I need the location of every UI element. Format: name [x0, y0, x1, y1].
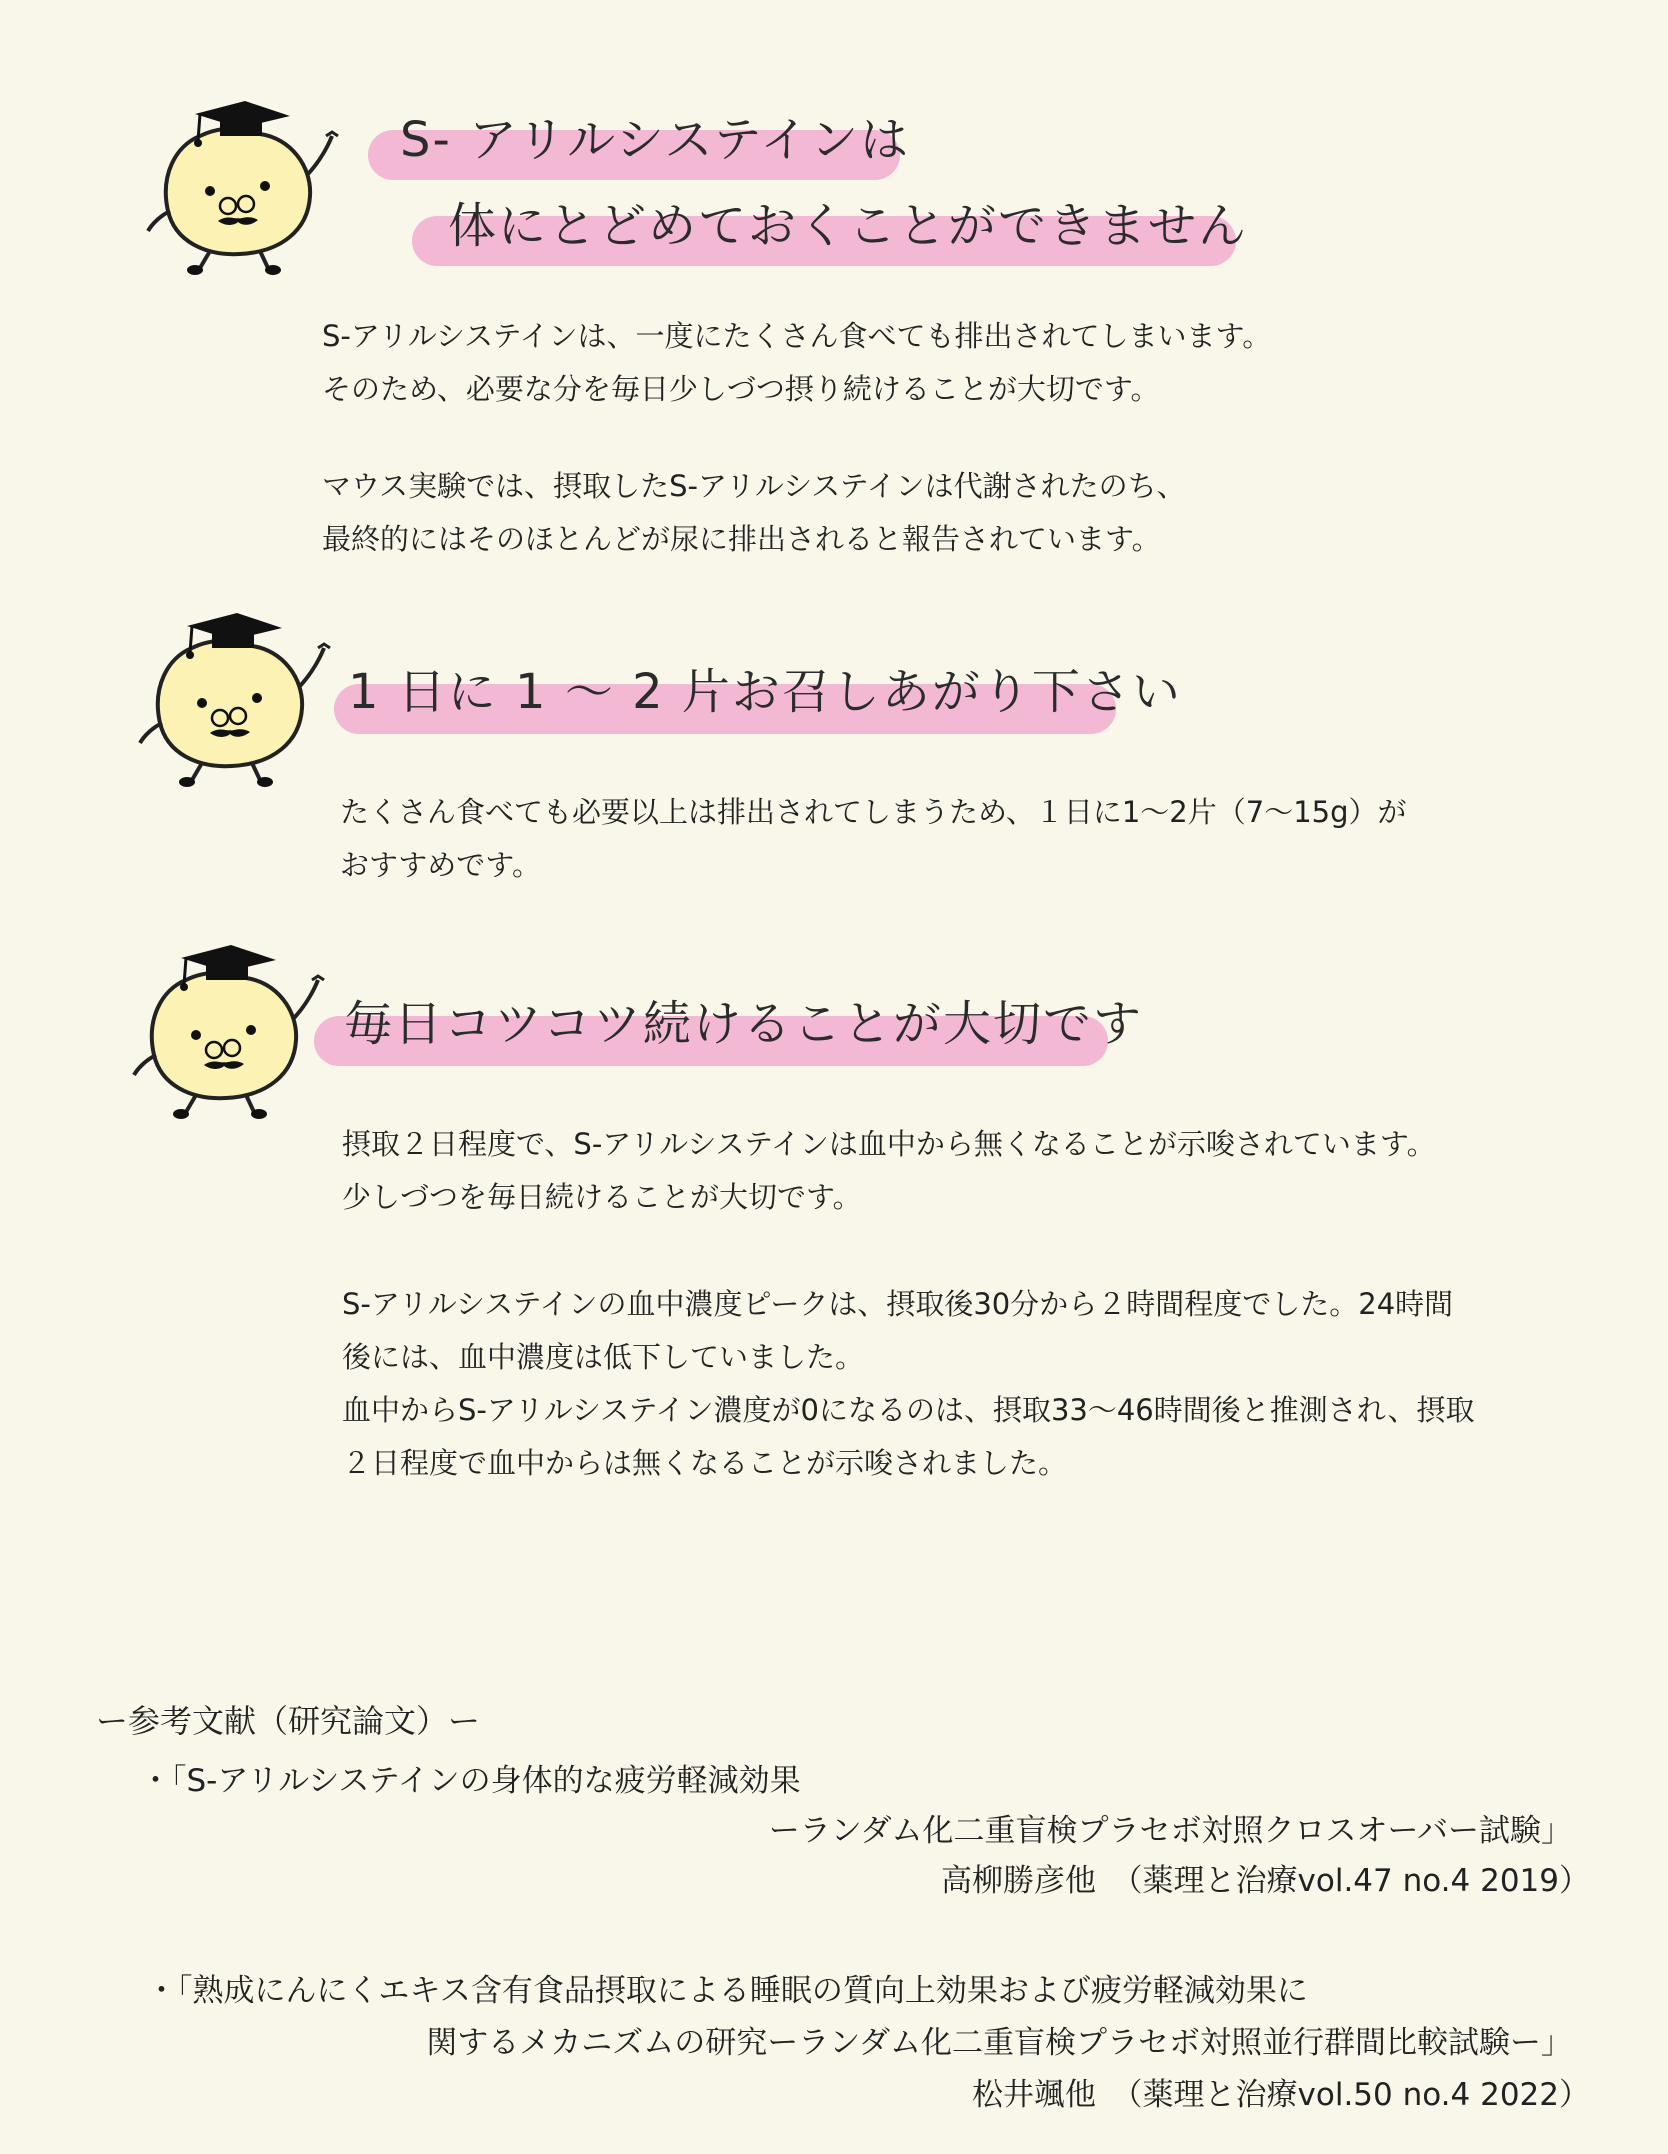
- text-line: マウス実験では、摂取したS-アリルシステインは代謝されたのち、: [322, 469, 1186, 503]
- section1-heading-line1: S- アリルシステインは: [400, 112, 911, 168]
- text-line: 少しづつを毎日続けることが大切です。: [342, 1180, 862, 1214]
- text-line: たくさん食べても必要以上は排出されてしまうため、１日に1～2片（7～15g）が: [340, 795, 1407, 829]
- section1-heading-line2: 体にとどめておくことができません: [448, 198, 1249, 254]
- reference-1-line-3: 高柳勝彦他 （薬理と治療vol.47 no.4 2019）: [941, 1863, 1590, 1899]
- text-line: 血中からS-アリルシステイン濃度が0になるのは、摂取33～46時間後と推測され、摂取: [342, 1393, 1475, 1427]
- text-line: そのため、必要な分を毎日少しづつ摂り続けることが大切です。: [322, 372, 1160, 406]
- garlic-mascot-icon: [132, 608, 332, 788]
- section3-heading: 毎日コツコツ続けることが大切です: [344, 996, 1144, 1052]
- garlic-mascot-icon: [126, 940, 326, 1120]
- text-line: おすすめです。: [340, 848, 541, 882]
- text-line: S-アリルシステインの血中濃度ピークは、摂取後30分から２時間程度でした。24時間: [342, 1287, 1454, 1321]
- section3-paragraph-1: [342, 1118, 1436, 1224]
- section2-heading: 1 日に 1 ～ 2 片お召しあがり下さい: [348, 664, 1182, 720]
- section3-paragraph-2: [342, 1278, 1475, 1490]
- reference-2-line-2: 関するメカニズムの研究ーランダム化二重盲検プラセボ対照並行群間比較試験ー」: [426, 2025, 1572, 2061]
- reference-1-line-1: ・「S-アリルシステインの身体的な疲労軽減効果: [140, 1763, 801, 1799]
- references-title: ー参考文献（研究論文）ー: [96, 1702, 481, 1740]
- reference-2-line-3: 松井颯他 （薬理と治療vol.50 no.4 2022）: [972, 2077, 1590, 2113]
- section1-paragraph-1: [322, 310, 1271, 416]
- reference-2-line-1: ・「熟成にんにくエキス含有食品摂取による睡眠の質向上効果および疲労軽減効果に: [146, 1973, 1308, 2009]
- text-line: 最終的にはそのほとんどが尿に排出されると報告されています。: [322, 522, 1161, 556]
- section1-paragraph-2: [322, 460, 1186, 566]
- garlic-mascot-icon: [140, 96, 340, 276]
- text-line: 後には、血中濃度は低下していました。: [342, 1340, 865, 1374]
- text-line: 摂取２日程度で、S-アリルシステインは血中から無くなることが示唆されています。: [342, 1127, 1436, 1161]
- reference-1-line-2: ーランダム化二重盲検プラセボ対照クロスオーバー試験」: [768, 1813, 1572, 1849]
- text-line: ２日程度で血中からは無くなることが示唆されました。: [342, 1446, 1068, 1480]
- text-line: S-アリルシステインは、一度にたくさん食べても排出されてしまいます。: [322, 319, 1272, 353]
- section2-paragraph: [340, 786, 1407, 892]
